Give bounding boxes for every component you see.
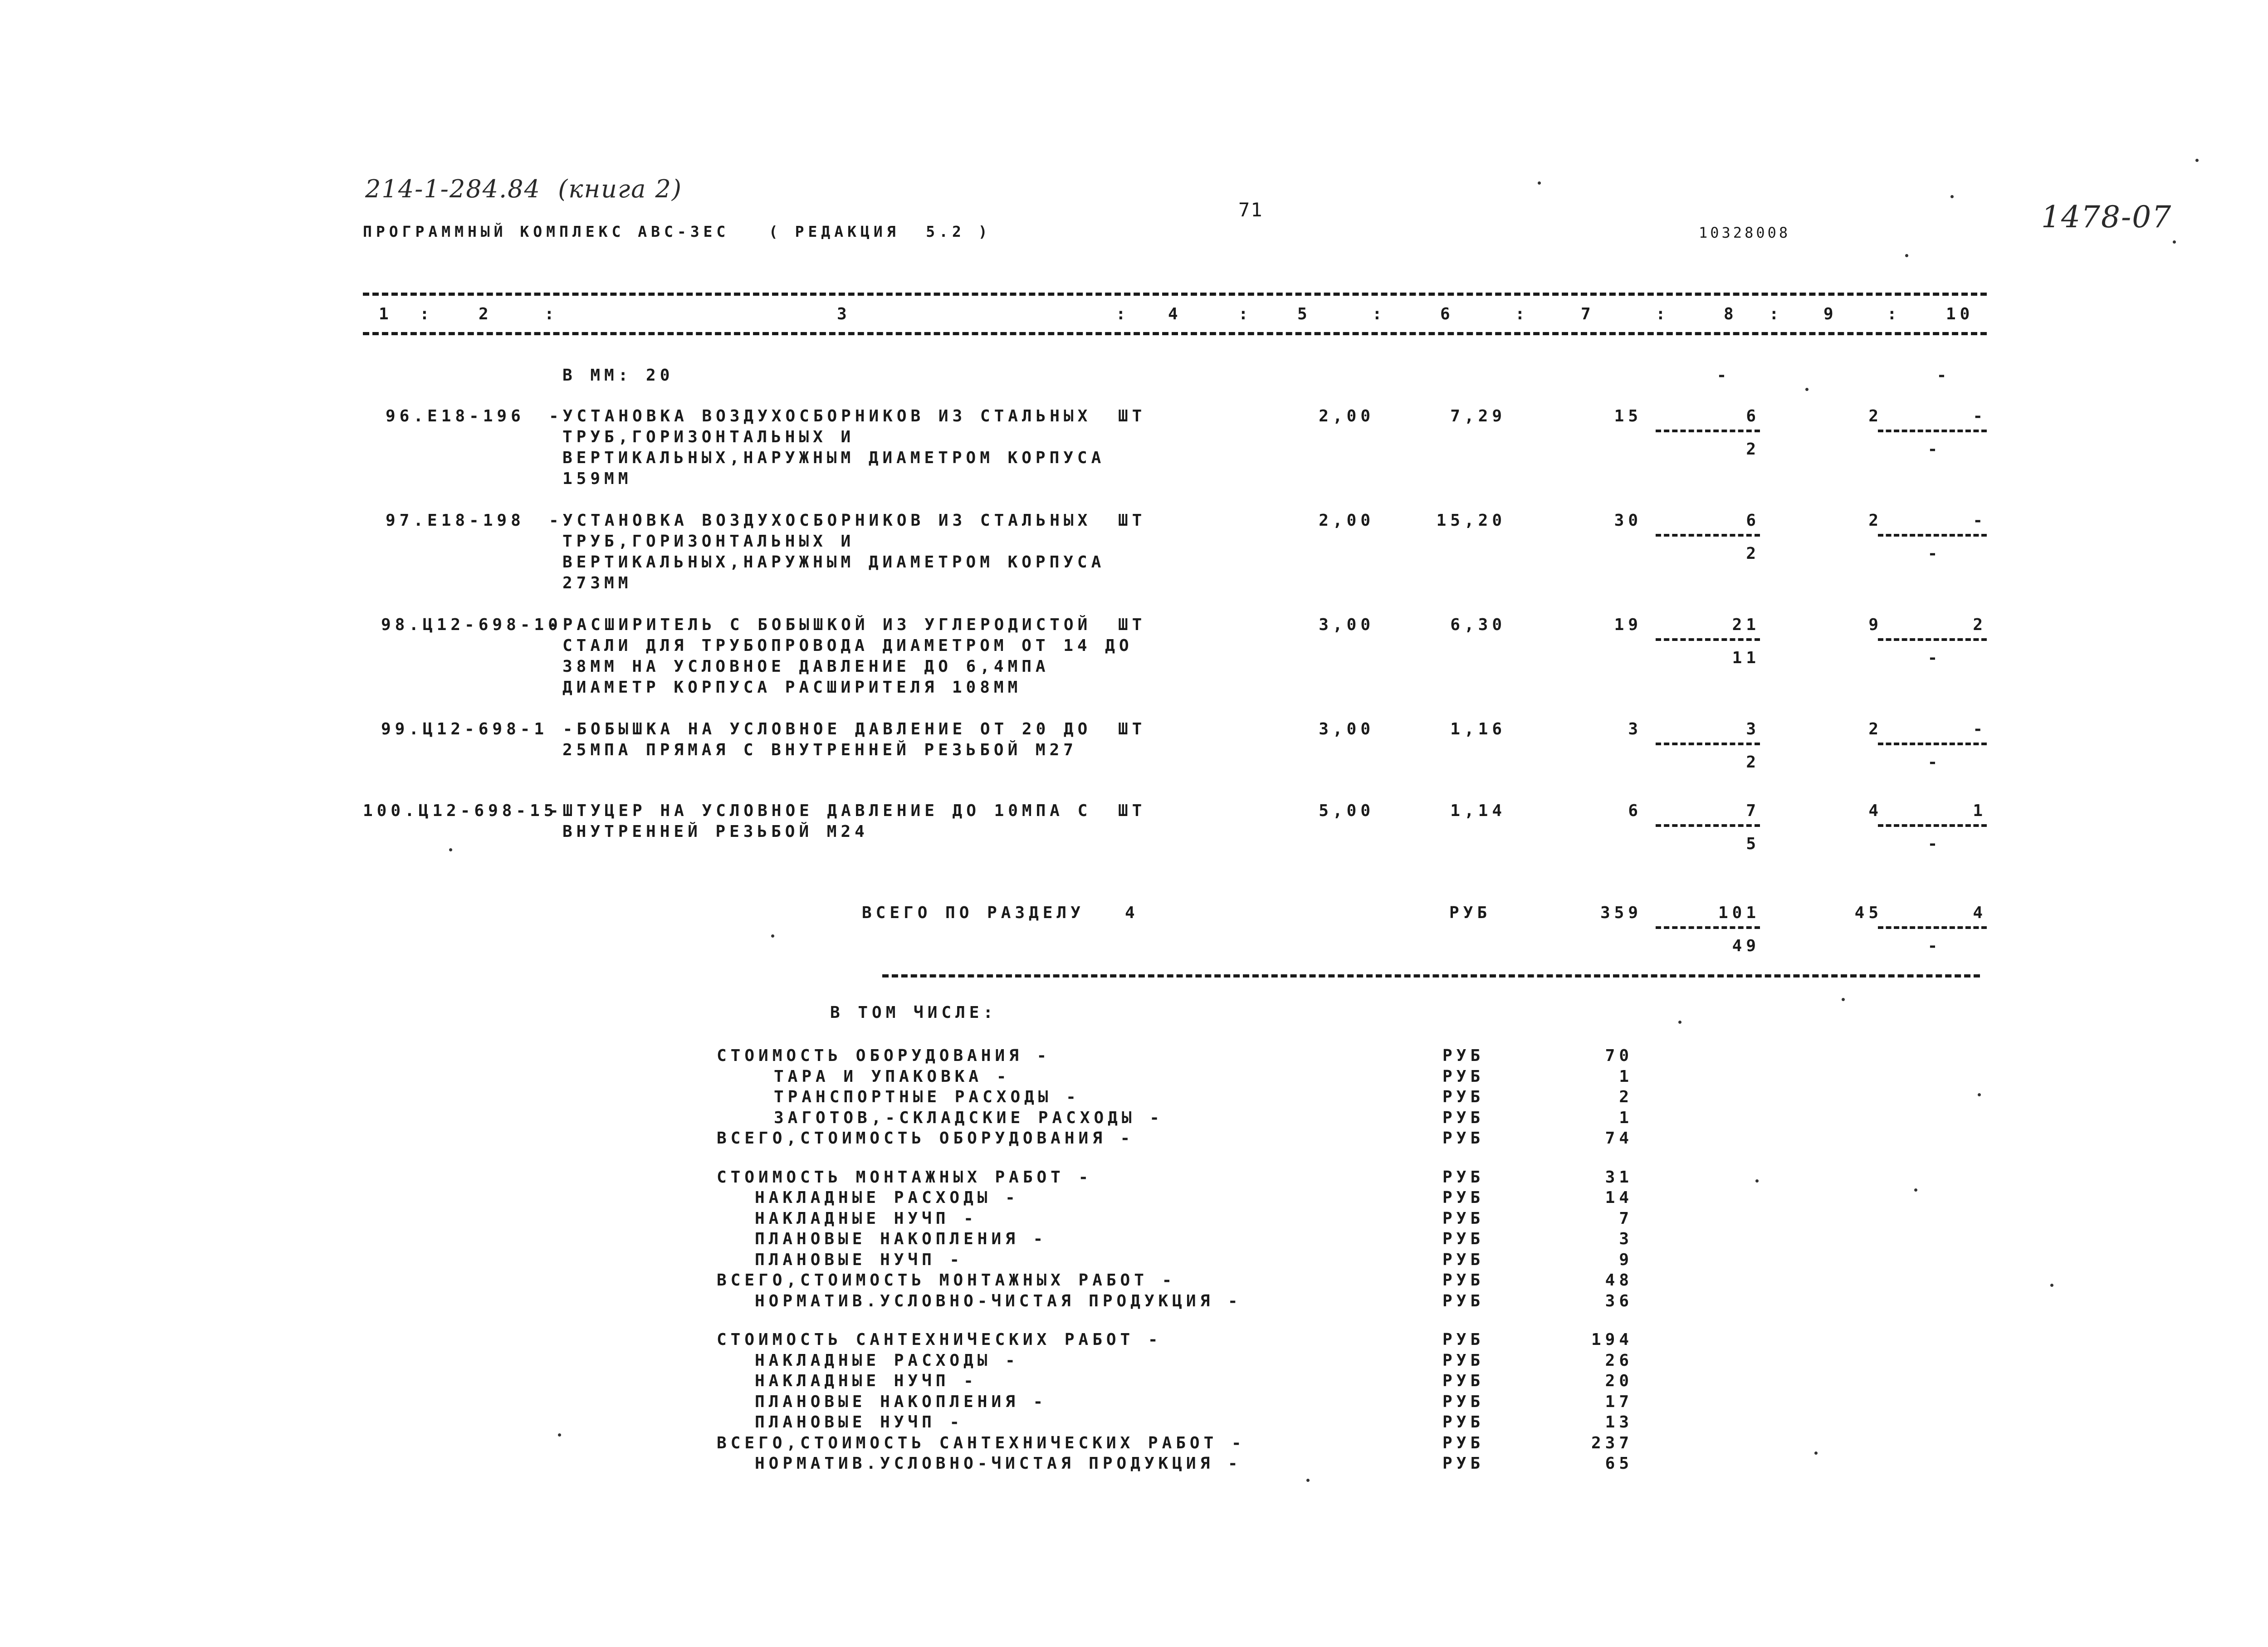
column-number: 10 <box>1946 305 1974 323</box>
pre-line-text: В ММ: 20 <box>562 366 674 385</box>
scan-speck <box>2050 1284 2053 1287</box>
row-col10-bottom: - <box>1927 753 1942 772</box>
row-col10-divider <box>1878 743 1987 745</box>
row-description: -УСТАНОВКА ВОЗДУХОСБОРНИКОВ ИЗ СТАЛЬНЫХ <box>549 407 1092 425</box>
scan-speck <box>1914 1188 1917 1192</box>
row-col8-divider <box>1656 430 1760 432</box>
breakdown-value: 17 <box>1605 1392 1633 1411</box>
pre-line-col8: - <box>1716 366 1731 385</box>
row-unit: ШТ <box>1118 407 1146 425</box>
breakdown-value: 20 <box>1605 1372 1633 1390</box>
section-total-col8-top: 101 <box>1718 904 1760 922</box>
column-number: 3 <box>837 305 851 323</box>
row-col10-bottom: - <box>1927 649 1942 667</box>
row-price: 15,20 <box>1436 511 1506 530</box>
row-quantity: 2,00 <box>1319 511 1374 530</box>
section-total-label: ВСЕГО ПО РАЗДЕЛУ <box>862 904 1085 922</box>
breakdown-label: ПЛАНОВЫЕ НУЧП - <box>755 1413 964 1432</box>
row-col10-divider <box>1878 534 1987 537</box>
page-number: 71 <box>1238 199 1263 221</box>
breakdown-unit: РУБ <box>1442 1209 1485 1228</box>
row-quantity: 3,00 <box>1319 720 1374 738</box>
row-total: 15 <box>1614 407 1642 425</box>
breakdown-label: ТРАНСПОРТНЫЕ РАСХОДЫ - <box>774 1088 1080 1106</box>
breakdown-value: 2 <box>1619 1088 1633 1106</box>
breakdown-label: СТОИМОСТЬ ОБОРУДОВАНИЯ - <box>717 1046 1051 1065</box>
breakdown-unit: РУБ <box>1442 1372 1485 1390</box>
column-separator: : <box>1656 305 1670 323</box>
scan-speck <box>1306 1479 1310 1482</box>
row-unit: ШТ <box>1118 511 1146 530</box>
row-price: 1,14 <box>1450 802 1506 820</box>
column-number: 2 <box>479 305 493 323</box>
row-col9: 2 <box>1868 720 1882 738</box>
row-total: 6 <box>1628 802 1642 820</box>
row-description: ДИАМЕТР КОРПУСА РАСШИРИТЕЛЯ 108ММ <box>562 678 1022 697</box>
row-col10-top: 1 <box>1973 802 1987 820</box>
breakdown-label: СТОИМОСТЬ МОНТАЖНЫХ РАБОТ - <box>717 1168 1093 1187</box>
scan-speck <box>1978 1093 1981 1096</box>
row-col8-bottom: 2 <box>1746 440 1760 459</box>
header-bottom-rule <box>363 332 1987 335</box>
column-separator: : <box>544 305 558 323</box>
breakdown-unit: РУБ <box>1442 1330 1485 1349</box>
scan-speck <box>1538 181 1541 185</box>
breakdown-label: ПЛАНОВЫЕ НАКОПЛЕНИЯ - <box>755 1230 1047 1248</box>
row-col9: 2 <box>1868 511 1882 530</box>
row-code: 97.Е18-198 <box>386 511 525 530</box>
breakdown-label: НАКЛАДНЫЕ НУЧП - <box>755 1209 978 1228</box>
scan-speck <box>771 934 774 938</box>
breakdown-unit: РУБ <box>1442 1250 1485 1269</box>
scan-speck <box>449 848 452 851</box>
breakdown-value: 31 <box>1605 1168 1633 1187</box>
breakdown-unit: РУБ <box>1442 1168 1485 1187</box>
scan-speck <box>1842 998 1845 1001</box>
row-price: 7,29 <box>1450 407 1506 425</box>
row-col8-top: 7 <box>1746 802 1760 820</box>
section-total-col8-divider <box>1656 926 1760 929</box>
row-col10-top: - <box>1973 407 1987 425</box>
scan-speck <box>1905 254 1908 257</box>
scan-speck <box>2173 240 2176 244</box>
row-price: 6,30 <box>1450 616 1506 634</box>
row-col8-divider <box>1656 638 1760 641</box>
scan-speck <box>558 1433 561 1437</box>
row-col8-top: 21 <box>1732 616 1760 634</box>
row-col8-bottom: 2 <box>1746 544 1760 563</box>
handwritten-document-number: 214-1-284.84 (книга 2) <box>365 175 682 203</box>
row-description: -УСТАНОВКА ВОЗДУХОСБОРНИКОВ ИЗ СТАЛЬНЫХ <box>549 511 1092 530</box>
scan-speck <box>1814 1452 1818 1455</box>
breakdown-label: ВСЕГО,СТОИМОСТЬ САНТЕХНИЧЕСКИХ РАБОТ - <box>717 1433 1246 1452</box>
row-description: 159ММ <box>562 469 632 488</box>
row-code: 100.Ц12-698-15 <box>363 802 558 820</box>
row-col10-bottom: - <box>1927 440 1942 459</box>
section-total-col8-bottom: 49 <box>1732 937 1760 955</box>
scan-speck <box>2195 159 2199 162</box>
column-separator: : <box>1887 305 1901 323</box>
breakdown-unit: РУБ <box>1442 1351 1485 1370</box>
breakdown-unit: РУБ <box>1442 1088 1485 1106</box>
row-col10-top: - <box>1973 720 1987 738</box>
breakdown-label: ПЛАНОВЫЕ НУЧП - <box>755 1250 964 1269</box>
breakdown-value: 13 <box>1605 1413 1633 1432</box>
breakdown-unit: РУБ <box>1442 1271 1485 1290</box>
breakdown-unit: РУБ <box>1442 1108 1485 1127</box>
column-number: 8 <box>1724 305 1738 323</box>
row-description: 273ММ <box>562 574 632 592</box>
breakdown-unit: РУБ <box>1442 1454 1485 1473</box>
section-total-col10-top: 4 <box>1973 904 1987 922</box>
breakdown-label: НОРМАТИВ.УСЛОВНО-ЧИСТАЯ ПРОДУКЦИЯ - <box>755 1454 1242 1473</box>
row-description: 38ММ НА УСЛОВНОЕ ДАВЛЕНИЕ ДО 6,4МПА <box>562 657 1050 676</box>
row-col10-top: 2 <box>1973 616 1987 634</box>
scan-speck <box>1755 1179 1759 1183</box>
breakdown-value: 74 <box>1605 1129 1633 1148</box>
breakdown-label: ВСЕГО,СТОИМОСТЬ ОБОРУДОВАНИЯ - <box>717 1129 1134 1148</box>
breakdown-value: 65 <box>1605 1454 1633 1473</box>
row-unit: ШТ <box>1118 802 1146 820</box>
breakdown-value: 3 <box>1619 1230 1633 1248</box>
row-price: 1,16 <box>1450 720 1506 738</box>
breakdown-value: 48 <box>1605 1271 1633 1290</box>
document-code: 10328008 <box>1699 224 1791 241</box>
row-col8-divider <box>1656 534 1760 537</box>
row-code: 99.Ц12-698-1 <box>381 720 548 738</box>
row-description: ВНУТРЕННЕЙ РЕЗЬБОЙ М24 <box>562 822 869 841</box>
row-col10-divider <box>1878 430 1987 432</box>
row-total: 3 <box>1628 720 1642 738</box>
breakdown-unit: РУБ <box>1442 1067 1485 1086</box>
breakdown-value: 14 <box>1605 1188 1633 1207</box>
row-description: 25МПА ПРЯМАЯ С ВНУТРЕННЕЙ РЕЗЬБОЙ М27 <box>562 741 1077 759</box>
column-number: 6 <box>1440 305 1454 323</box>
section-total-col10-divider <box>1878 926 1987 929</box>
breakdown-label: НАКЛАДНЫЕ РАСХОДЫ - <box>755 1351 1019 1370</box>
section-total-sum: 359 <box>1600 904 1642 922</box>
pre-line-col10: - <box>1936 366 1951 385</box>
row-description: -РАСШИРИТЕЛЬ С БОБЫШКОЙ ИЗ УГЛЕРОДИСТОЙ <box>549 616 1092 634</box>
header-top-rule <box>363 293 1987 296</box>
breakdown-value: 9 <box>1619 1250 1633 1269</box>
row-col10-bottom: - <box>1927 544 1942 563</box>
breakdown-value: 7 <box>1619 1209 1633 1228</box>
program-header: ПРОГРАММНЫЙ КОМПЛЕКС АВС-ЗЕС ( РЕДАКЦИЯ 5.2 ) <box>363 223 992 240</box>
scan-speck <box>1950 195 1954 198</box>
column-separator: : <box>1515 305 1529 323</box>
breakdown-unit: РУБ <box>1442 1291 1485 1310</box>
breakdown-unit: РУБ <box>1442 1392 1485 1411</box>
section-total-col4: 4 <box>1125 904 1139 922</box>
breakdown-label: ЗАГОТОВ,-СКЛАДСКИЕ РАСХОДЫ - <box>774 1108 1163 1127</box>
column-separator: : <box>1372 305 1386 323</box>
section-total-col10-bottom: - <box>1927 937 1942 955</box>
breakdown-unit: РУБ <box>1442 1046 1485 1065</box>
column-number: 7 <box>1581 305 1595 323</box>
column-separator: : <box>1238 305 1252 323</box>
row-col8-top: 6 <box>1746 407 1760 425</box>
row-col8-bottom: 2 <box>1746 753 1760 772</box>
breakdown-label: НОРМАТИВ.УСЛОВНО-ЧИСТАЯ ПРОДУКЦИЯ - <box>755 1291 1242 1310</box>
row-col8-top: 6 <box>1746 511 1760 530</box>
breakdown-label: НАКЛАДНЫЕ РАСХОДЫ - <box>755 1188 1019 1207</box>
breakdown-value: 1 <box>1619 1108 1633 1127</box>
row-quantity: 5,00 <box>1319 802 1374 820</box>
handwritten-sheet-number: 1478-07 <box>2041 200 2172 235</box>
breakdown-value: 36 <box>1605 1291 1633 1310</box>
row-col8-bottom: 11 <box>1732 649 1760 667</box>
row-description: ВЕРТИКАЛЬНЫХ,НАРУЖНЫМ ДИАМЕТРОМ КОРПУСА <box>562 553 1105 572</box>
row-total: 19 <box>1614 616 1642 634</box>
section-total-unit: РУБ <box>1449 904 1491 922</box>
scan-speck <box>1805 388 1809 391</box>
row-description: ТРУБ,ГОРИЗОНТАЛЬНЫХ И <box>562 428 855 446</box>
breakdown-value: 1 <box>1619 1067 1633 1086</box>
row-description: -ШТУЦЕР НА УСЛОВНОЕ ДАВЛЕНИЕ ДО 10МПА С <box>549 802 1092 820</box>
row-col10-bottom: - <box>1927 835 1942 853</box>
breakdown-unit: РУБ <box>1442 1188 1485 1207</box>
breakdown-unit: РУБ <box>1442 1230 1485 1248</box>
scan-speck <box>1678 1021 1681 1024</box>
row-quantity: 2,00 <box>1319 407 1374 425</box>
row-unit: ШТ <box>1118 720 1146 738</box>
row-quantity: 3,00 <box>1319 616 1374 634</box>
breakdown-unit: РУБ <box>1442 1413 1485 1432</box>
row-col10-top: - <box>1973 511 1987 530</box>
section-total-col9: 45 <box>1854 904 1882 922</box>
breakdown-label: НАКЛАДНЫЕ НУЧП - <box>755 1372 978 1390</box>
breakdown-value: 237 <box>1591 1433 1633 1452</box>
breakdown-value: 26 <box>1605 1351 1633 1370</box>
column-number: 4 <box>1168 305 1182 323</box>
row-col9: 4 <box>1868 802 1882 820</box>
breakdown-value: 70 <box>1605 1046 1633 1065</box>
row-col10-divider <box>1878 824 1987 827</box>
row-description: -БОБЫШКА НА УСЛОВНОЕ ДАВЛЕНИЕ ОТ 20 ДО <box>549 720 1092 738</box>
row-col8-divider <box>1656 824 1760 827</box>
breakdown-label: ВСЕГО,СТОИМОСТЬ МОНТАЖНЫХ РАБОТ - <box>717 1271 1176 1290</box>
column-separator: : <box>420 305 434 323</box>
breakdown-label: ТАРА И УПАКОВКА - <box>774 1067 1011 1086</box>
breakdown-label: ПЛАНОВЫЕ НАКОПЛЕНИЯ - <box>755 1392 1047 1411</box>
column-separator: : <box>1116 305 1130 323</box>
row-total: 30 <box>1614 511 1642 530</box>
column-number: 1 <box>379 305 393 323</box>
breakdown-unit: РУБ <box>1442 1129 1485 1148</box>
row-col10-divider <box>1878 638 1987 641</box>
row-code: 96.Е18-196 <box>386 407 525 425</box>
column-number: 5 <box>1297 305 1311 323</box>
row-col8-divider <box>1656 743 1760 745</box>
row-description: СТАЛИ ДЛЯ ТРУБОПРОВОДА ДИАМЕТРОМ ОТ 14 ДО <box>562 636 1133 655</box>
column-separator: : <box>1769 305 1783 323</box>
breakdown-value: 194 <box>1591 1330 1633 1349</box>
row-description: ВЕРТИКАЛЬНЫХ,НАРУЖНЫМ ДИАМЕТРОМ КОРПУСА <box>562 449 1105 467</box>
row-col8-top: 3 <box>1746 720 1760 738</box>
row-col9: 9 <box>1868 616 1882 634</box>
row-unit: ШТ <box>1118 616 1146 634</box>
breakdown-unit: РУБ <box>1442 1433 1485 1452</box>
including-label: В ТОМ ЧИСЛЕ: <box>830 1003 997 1022</box>
breakdown-label: СТОИМОСТЬ САНТЕХНИЧЕСКИХ РАБОТ - <box>717 1330 1162 1349</box>
row-col9: 2 <box>1868 407 1882 425</box>
section-total-rule <box>882 974 1980 977</box>
row-code: 98.Ц12-698-10 <box>381 616 562 634</box>
row-col8-bottom: 5 <box>1746 835 1760 853</box>
row-description: ТРУБ,ГОРИЗОНТАЛЬНЫХ И <box>562 532 855 551</box>
column-number: 9 <box>1823 305 1838 323</box>
